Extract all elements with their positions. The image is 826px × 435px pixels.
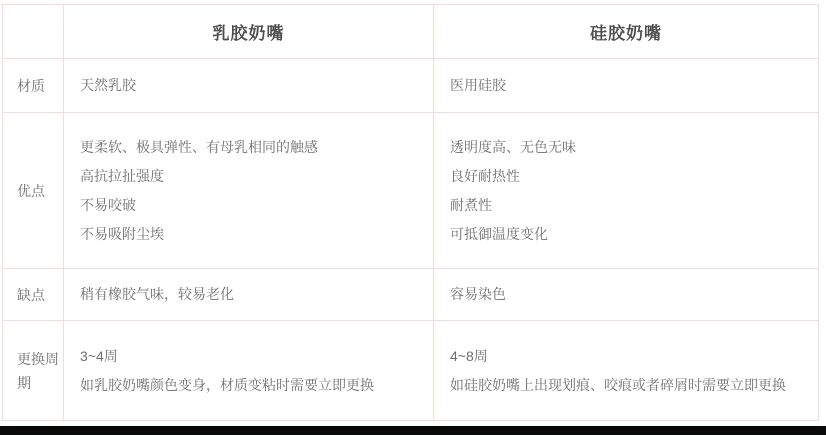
header-corner-cell [3, 5, 64, 59]
cell-line: 透明度高、无色无味 [450, 138, 576, 155]
cell-line: 良好耐热性 [450, 167, 520, 184]
header-latex-nipple: 乳胶奶嘴 [64, 5, 434, 59]
cell-line: 不易咬破 [80, 196, 136, 213]
row-label-replacement-cycle: 更换周期 [3, 321, 64, 420]
pacifier-comparison-table [2, 4, 819, 421]
header-silicone-nipple: 硅胶奶嘴 [434, 5, 818, 59]
cell-line: 如乳胶奶嘴颜色变身，材质变粘时需要立即更换 [80, 376, 374, 393]
cell-line: 稍有橡胶气味，较易老化 [80, 286, 234, 302]
disadvantages-latex-cell [64, 269, 434, 321]
cell-line: 如硅胶奶嘴上出现划痕、咬痕或者碎屑时需要立即更换 [450, 376, 786, 393]
cell-line: 更柔软、极具弹性、有母乳相同的触感 [80, 138, 318, 155]
advantages-silicone-cell [434, 113, 818, 269]
advantages-latex-cell [64, 113, 434, 269]
row-label-advantages: 优点 [3, 113, 64, 269]
bottom-black-bar [0, 426, 826, 435]
disadvantages-silicone-cell [434, 269, 818, 321]
replacement-latex-cell [64, 321, 434, 420]
replacement-silicone-cell [434, 321, 818, 420]
cell-line: 高抗拉扯强度 [80, 167, 164, 184]
row-label-material: 材质 [3, 59, 64, 113]
cell-line: 耐煮性 [450, 196, 492, 213]
material-latex-cell [64, 59, 434, 113]
cell-line: 天然乳胶 [80, 77, 136, 93]
cell-line: 可抵御温度变化 [450, 225, 548, 242]
material-silicone-cell [434, 59, 818, 113]
cell-line: 不易吸附尘埃 [80, 225, 164, 242]
cell-line: 3~4周 [80, 347, 118, 364]
row-label-disadvantages: 缺点 [3, 269, 64, 321]
cell-line: 4~8周 [450, 347, 488, 364]
cell-line: 容易染色 [450, 286, 506, 302]
cell-line: 医用硅胶 [450, 77, 506, 93]
